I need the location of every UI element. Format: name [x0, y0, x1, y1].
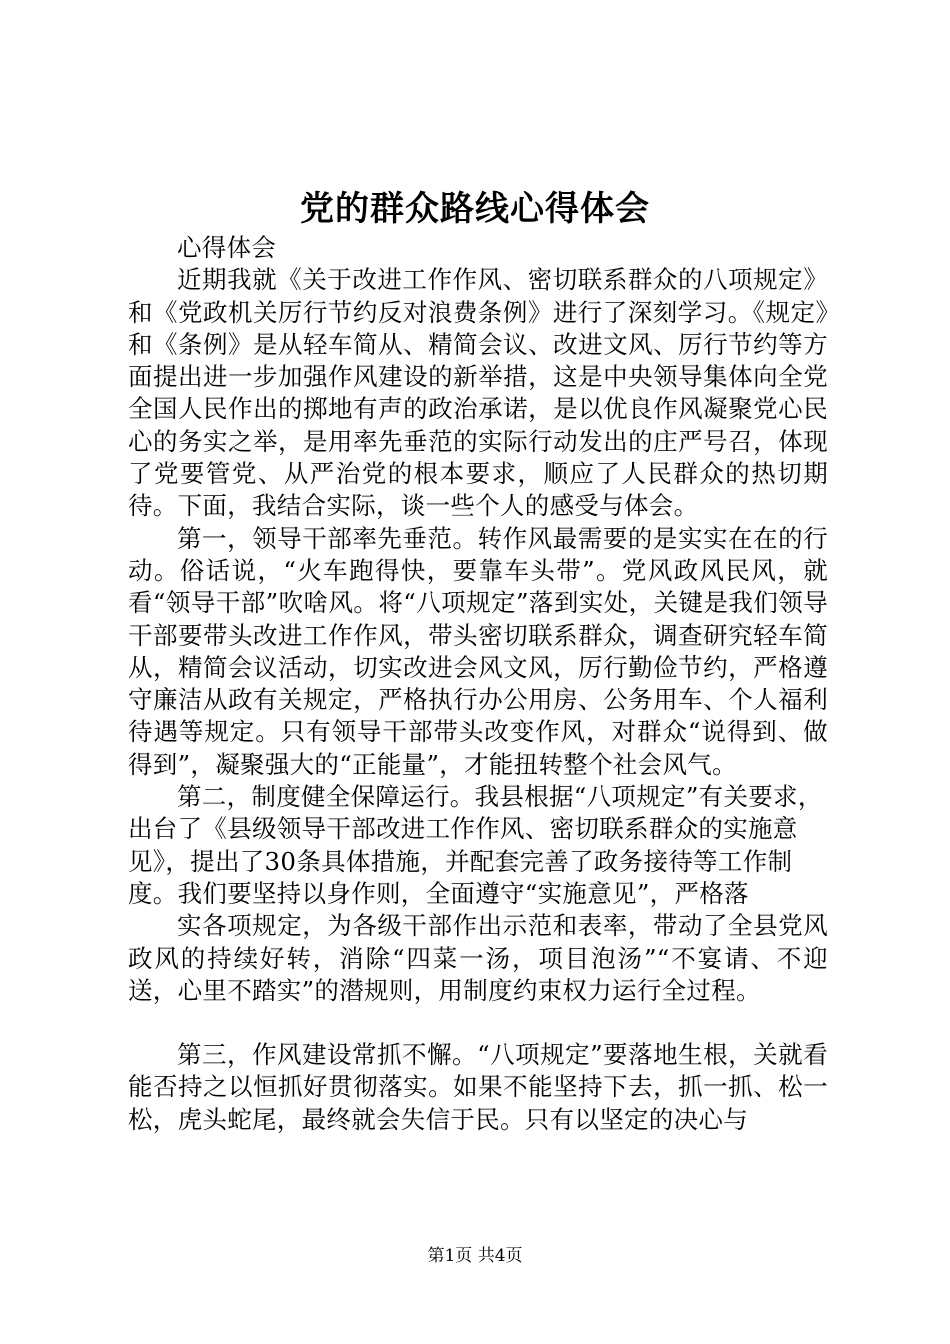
document-title: 党的群众路线心得体会 [300, 189, 650, 229]
document-body [128, 232, 828, 1136]
page-footer: 第1页 共4页 [427, 1246, 523, 1266]
paragraph-intro: 近期我就《关于改进工作作风、密切联系群众的八项规定》和《党政机关厉行节约反对浪费条例》进行了深刻学习。《规定》和《条例》是从轻车简从、精简会议、改进文风、厉行节约等方面提出进一步加强作风建设的新举措，这是中央领导集体向全党全国人民作出的掷地有声的政治承诺，是以优良作风凝聚党心民心的务实之举，是用率先垂范的实际行动发出的庄严号召，体现了党要管党、从严治党的根本要求，顺应了人民群众的热切期待。下面，我结合实际，谈一些个人的感受与体会。 [128, 265, 828, 521]
paragraph-third: 第三，作风建设常抓不懈。“八项规定”要落地生根，关就看能否持之以恒抓好贯彻落实。如果不能坚持下去，抓一抓、松一松，虎头蛇尾，最终就会失信于民。只有以坚定的决心与 [128, 1040, 828, 1134]
paragraph-second-continued: 实各项规定，为各级干部作出示范和表率，带动了全县党风政风的持续好转，消除“四菜一汤，项目泡汤”“不宴请、不迎送，心里不踏实”的潜规则，用制度约束权力运行全过程。 [128, 911, 828, 1005]
paragraph-first: 第一，领导干部率先垂范。转作风最需要的是实实在在的行动。俗话说，“火车跑得快，要靠车头带”。党风政风民风，就看“领导干部”吹啥风。将“八项规定”落到实处，关键是我们领导干部要带头改进工作作风，带头密切联系群众，调查研究轻车简从，精简会议活动，切实改进会风文风，厉行勤俭节约，严格遵守廉洁从政有关规定，严格执行办公用房、公务用车、个人福利待遇等规定。只有领导干部带头改变作风，对群众“说得到、做得到”，凝聚强大的“正能量”，才能扭转整个社会风气。 [128, 523, 828, 779]
section-label: 心得体会 [177, 233, 277, 262]
paragraph-second: 第二，制度健全保障运行。我县根据“八项规定”有关要求，出台了《县级领导干部改进工作作风、密切联系群众的实施意见》，提出了30条具体措施，并配套完善了政务接待等工作制度。我们要坚持以身作则，全面遵守“实施意见”，严格落 [128, 782, 823, 908]
